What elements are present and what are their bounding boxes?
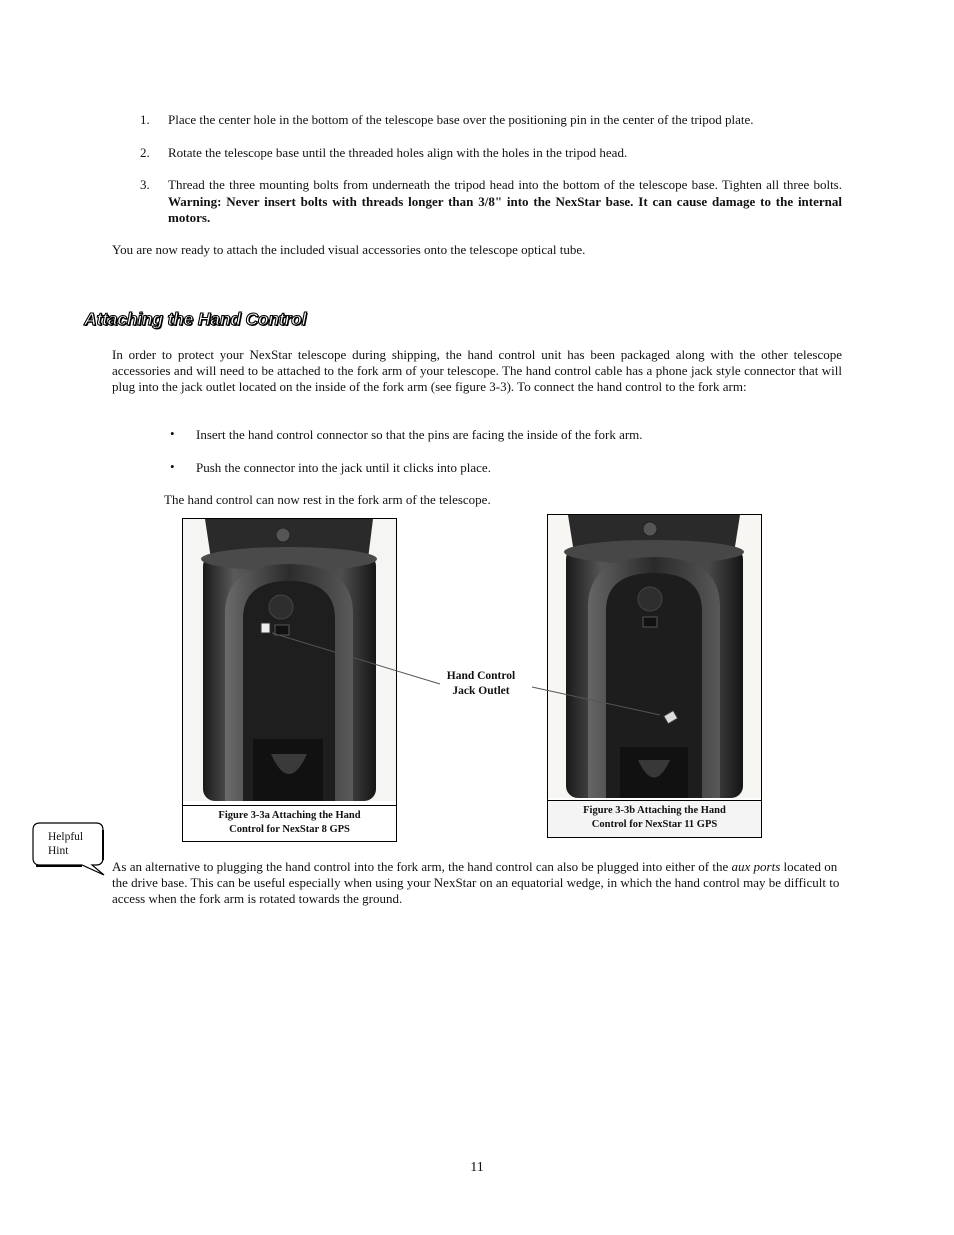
caption-line: Figure 3-3a Attaching the Hand bbox=[218, 810, 361, 821]
step-number: 3. bbox=[140, 177, 150, 192]
step-text-main: Thread the three mounting bolts from underneath the tripod head into the bottom of the telescope base. Tighten all three bolts. bbox=[168, 177, 842, 192]
caption-line: Control for NexStar 11 GPS bbox=[591, 819, 718, 830]
caption-line: Control for NexStar 8 GPS bbox=[229, 824, 350, 835]
jack-label-line: Jack Outlet bbox=[452, 685, 510, 697]
rest-paragraph: The hand control can now rest in the fork arm of the telescope. bbox=[164, 492, 491, 507]
step-number: 2. bbox=[140, 145, 150, 160]
ready-paragraph: You are now ready to attach the included visual accessories onto the telescope optical tube. bbox=[112, 242, 586, 257]
bullet-text: Insert the hand control connector so that the pins are facing the inside of the fork arm. bbox=[196, 427, 643, 442]
aux-ports-term: aux ports bbox=[731, 859, 781, 874]
hint-text: located on the drive base. This can be useful especially when using your NexStar on an equatorial wedge, in which the hand control may be difficult to access when the fork arm is rotated towards the ground. bbox=[112, 859, 840, 906]
section-heading: Attaching the Hand Control bbox=[84, 309, 307, 329]
warning-text: Warning: Never insert bolts with threads longer than 3/8" into the NexStar base. It can cause damage to the internal motors. bbox=[168, 193, 842, 225]
hint-paragraph bbox=[112, 859, 842, 907]
hint-label bbox=[48, 830, 83, 858]
step-text: Place the center hole in the bottom of the telescope base over the positioning pin in the center of the tripod plate. bbox=[168, 112, 754, 127]
bullet-text: Push the connector into the jack until it clicks into place. bbox=[196, 460, 491, 475]
hint-label-line: Helpful bbox=[48, 831, 84, 843]
step-text: Rotate the telescope base until the threaded holes align with the holes in the tripod head. bbox=[168, 145, 628, 160]
hint-text: As an alternative to plugging the hand control into the fork arm, the hand control can also be plugged into either of the bbox=[112, 859, 732, 874]
jack-outlet-label bbox=[438, 669, 524, 699]
page-number: 11 bbox=[470, 1160, 484, 1175]
bullet-icon: • bbox=[170, 459, 175, 474]
hint-label-line: Hint bbox=[48, 845, 69, 857]
caption-line: Figure 3-3b Attaching the Hand bbox=[583, 805, 726, 816]
jack-label-line: Hand Control bbox=[446, 670, 516, 682]
step-number: 1. bbox=[140, 112, 150, 127]
bullet-icon: • bbox=[170, 426, 175, 441]
intro-paragraph: In order to protect your NexStar telescope during shipping, the hand control unit has been packaged along with the other telescope accessories and will need to be attached to the fork arm of your telescope. The hand control cable has a phone jack style connector that will plug into the jack outlet located on the inside of the fork arm (see figure 3-3). To connect the hand control to the fork arm: bbox=[112, 347, 842, 394]
